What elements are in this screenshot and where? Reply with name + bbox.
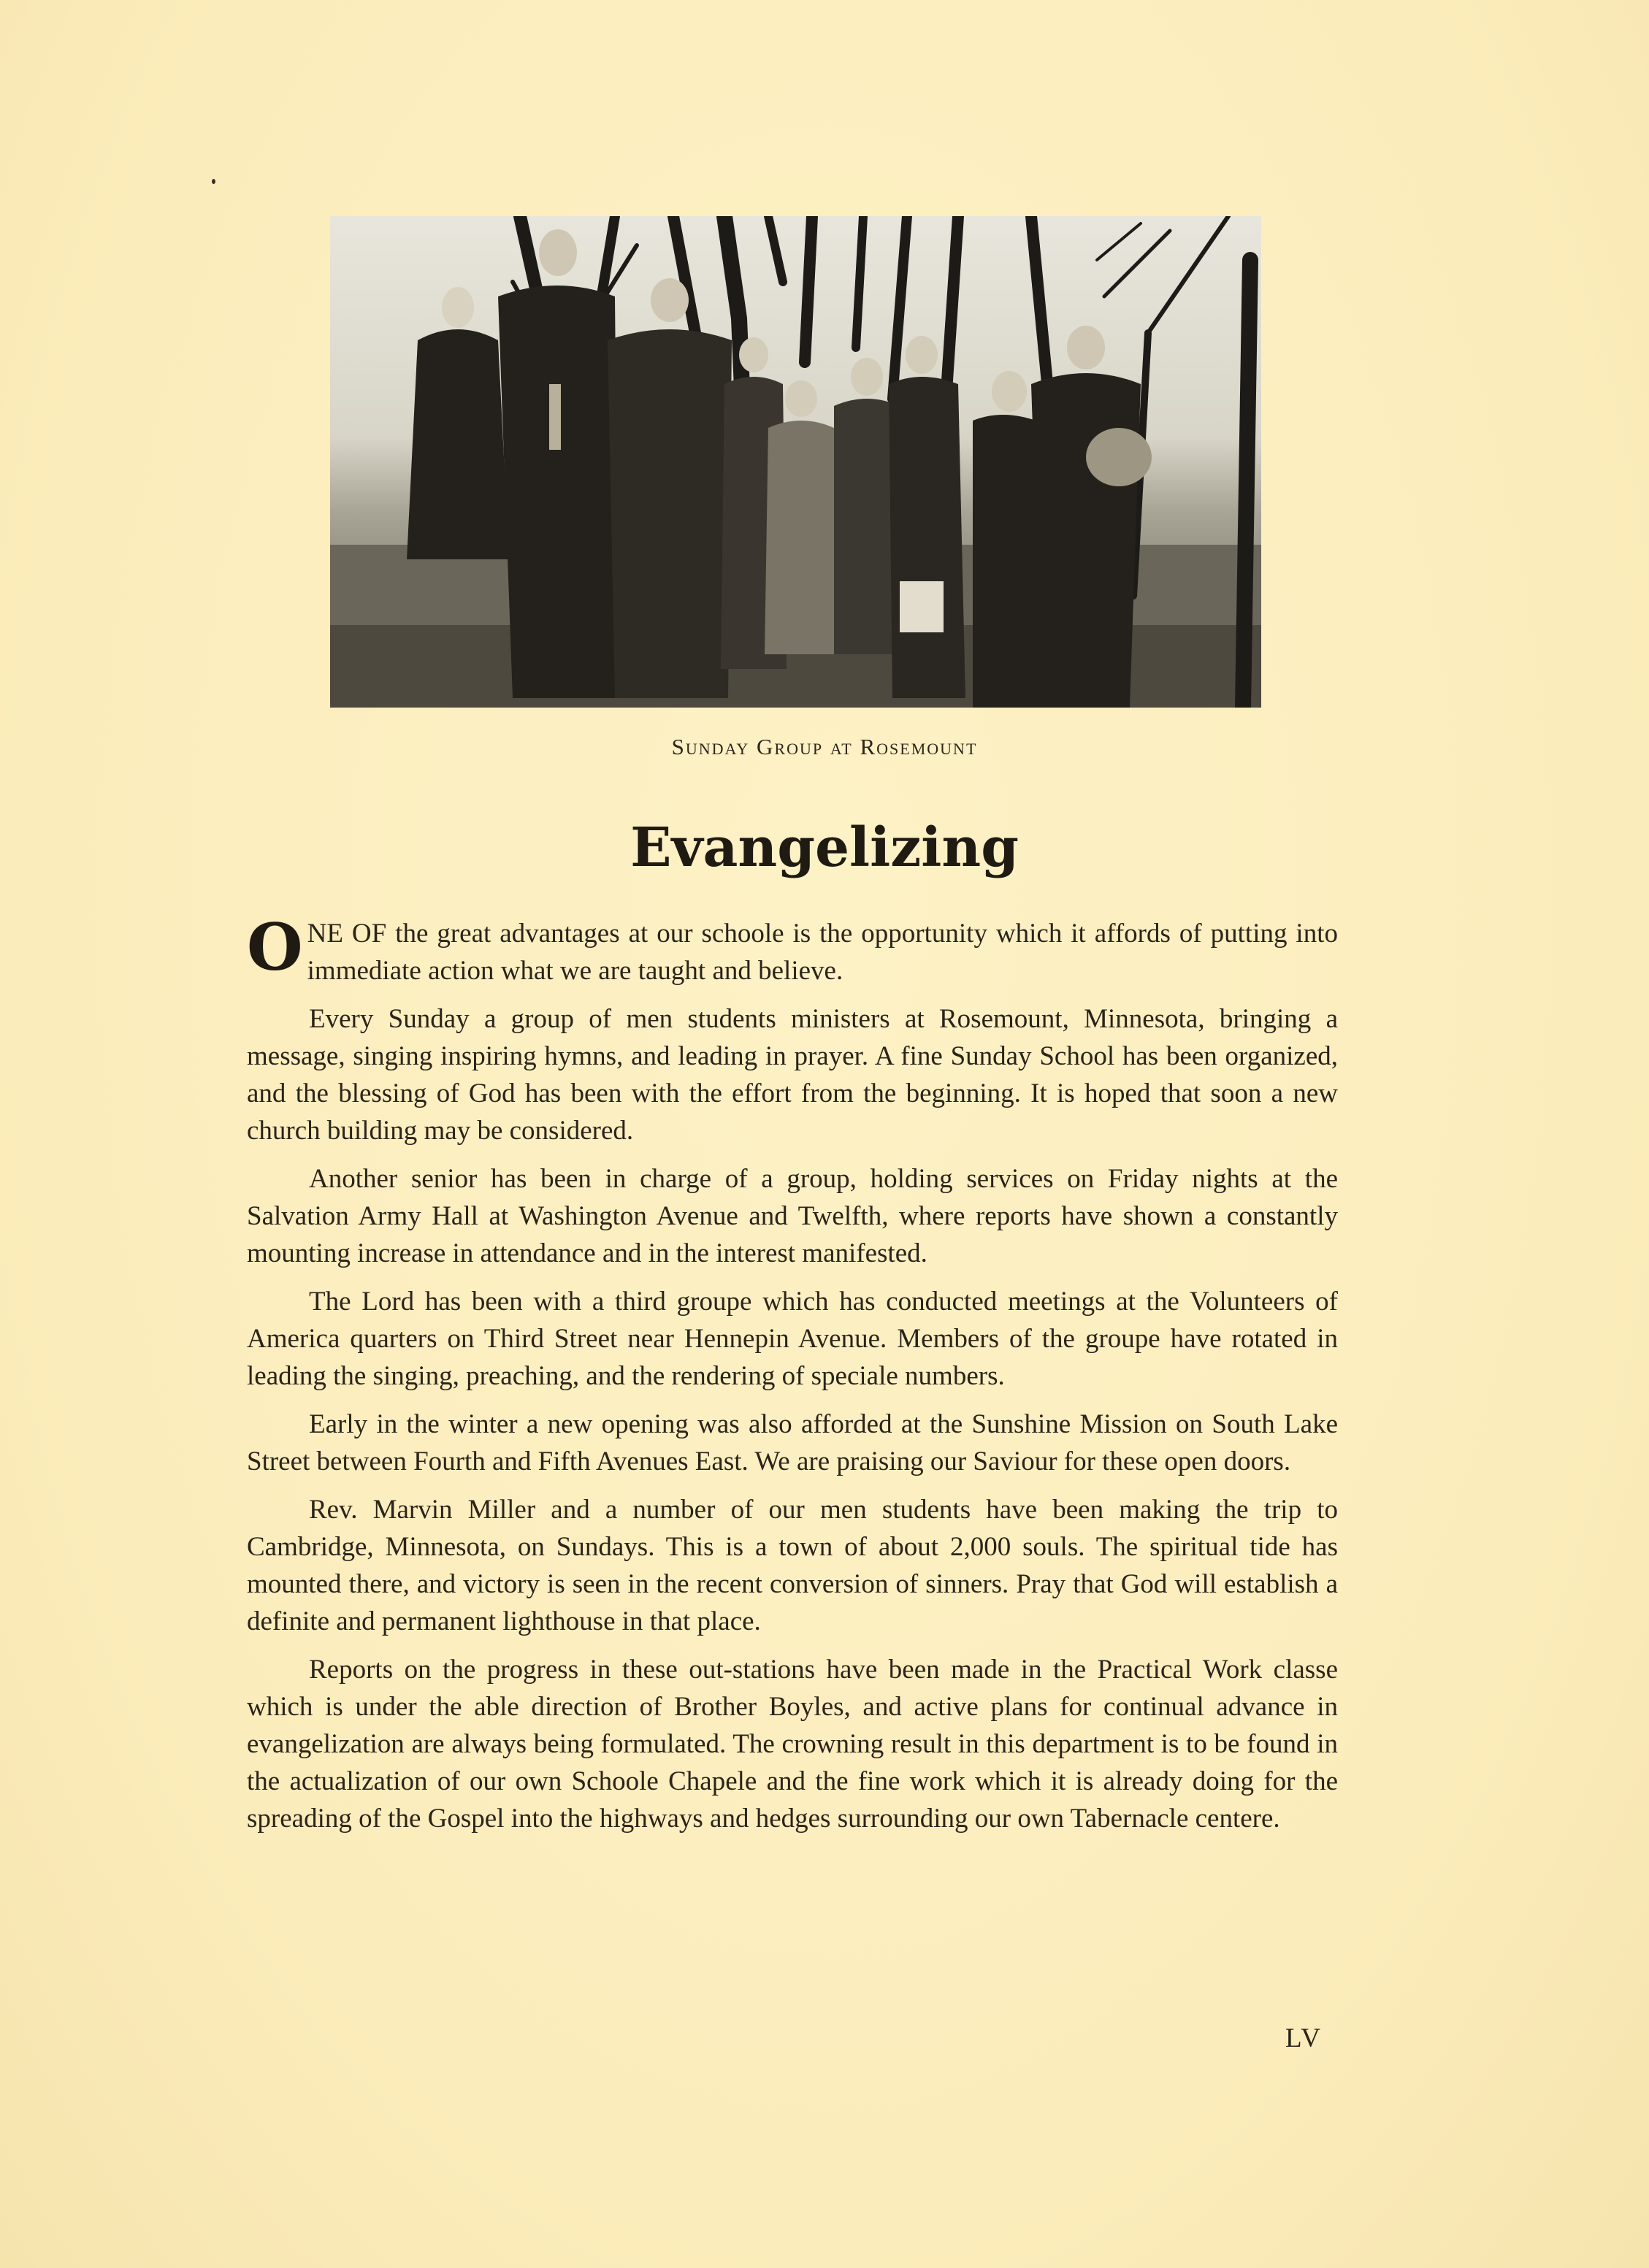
ink-speck [212,179,215,184]
page-title: Evangelizing [630,816,1019,879]
group-photo-image [330,216,1261,708]
drop-cap: O [247,909,303,985]
paragraph-6: Rev. Marvin Miller and a number of our men students have been making the trip to Cambridge, Minnesota, on Sundays. This is a town of about 2,000 souls. The spiritual tide has mounted there, and victory is seen in the recent conversion of sinners. Pray that God will establish a definite and permanent lighthouse in that place. [247,1495,1338,1636]
paragraph-3: Another senior has been in charge of a group, holding services on Friday nights at the Salvation Army Hall at Washington Avenue and Twelfth, where reports have shown a constantly mounting increase in attendance and in the interest manifested. [247,1164,1338,1268]
paragraph-1 [247,909,1338,989]
paragraph-7: Reports on the progress in these out-stations have been made in the Practical Work classe which is under the able direction of Brother Boyles, and active plans for continual advance in evangelization are always being formulated. The crowning result in this department is to be found in the actualization of our own Schoole Chapele and the fine work which it is already doing for the spreading of the Gospel into the highways and hedges surrounding our own Tabernacle centere. [247,1655,1338,1834]
group-photo [330,216,1261,708]
article-body [247,909,1338,1848]
paragraph-5: Early in the winter a new opening was also afforded at the Sunshine Mission on South Lake Street between Fourth and Fifth Avenues East. We are praising our Saviour for these open doors. [247,1409,1338,1476]
photo-caption: Sunday Group at Rosemount [671,734,978,759]
page-number: LV [1285,2023,1322,2053]
paragraph-1-text: NE OF the great advantages at our schoole is the opportunity which it affords of putting into immediate action what we are taught and believe. [307,919,1338,986]
paragraph-4: The Lord has been with a third groupe which has conducted meetings at the Volunteers of America quarters on Third Street near Hennepin Avenue. Members of the groupe have rotated in leading the singing, preaching, and the rendering of speciale numbers. [247,1287,1338,1391]
paragraph-2: Every Sunday a group of men students ministers at Rosemount, Minnesota, bringing a message, singing inspiring hymns, and leading in prayer. A fine Sunday School has been organized, and the blessing of God has been with the effort from the beginning. It is hoped that soon a new church building may be considered. [247,1004,1338,1146]
